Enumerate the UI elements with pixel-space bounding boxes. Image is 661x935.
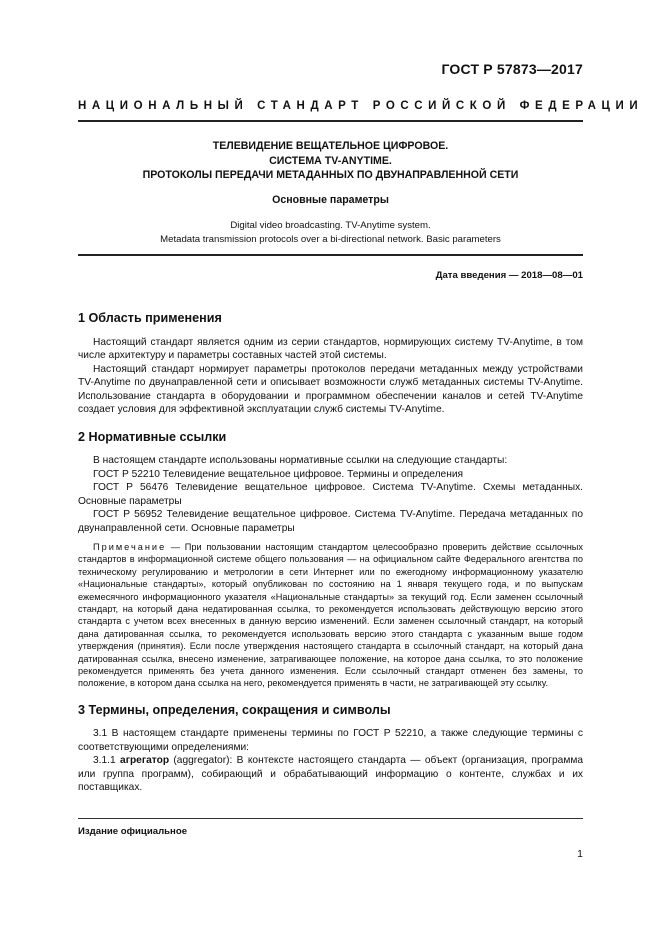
document-subtitle: Основные параметры [272, 194, 389, 206]
section-heading: 3 Термины, определения, сокращения и символы [78, 702, 391, 717]
reference-item: ГОСТ Р 52210 Телевидение вещательное цифровое. Термины и определения [93, 468, 464, 480]
document-title [78, 139, 583, 183]
reference-item: ГОСТ Р 56476 Телевидение вещательное цифровое. Система TV-Anytime. Схемы метаданных. Основные параметры [78, 482, 583, 507]
reference-item: ГОСТ Р 56952 Телевидение вещательное цифровое. Система TV-Anytime. Передача метаданных по двунаправленной сети. Основные параметры [78, 509, 583, 534]
section-heading: 2 Нормативные ссылки [78, 429, 227, 444]
document-body [78, 312, 583, 809]
paragraph: 3.1 В настоящем стандарте применены термины по ГОСТ Р 52210, а также следующие термины с соответствующими определениями: [78, 728, 583, 753]
note-label: Примечание [93, 542, 167, 552]
header-divider [78, 120, 583, 122]
term-number: 3.1.1 [93, 755, 121, 767]
note [78, 541, 583, 690]
term-text: (aggregator): В контексте настоящего стандарта — объект (организация, программа или группа программ), собирающий и обрабатывающий информацию о контенте, службах и их поставщиках. [78, 755, 583, 794]
title-line-3: ПРОТОКОЛЫ ПЕРЕДАЧИ МЕТАДАННЫХ ПО ДВУНАПРАВЛЕННОЙ СЕТИ [142, 169, 519, 181]
paragraph: В настоящем стандарте использованы нормативные ссылки на следующие стандарты: [93, 455, 508, 466]
title-divider [78, 254, 583, 256]
term-definition [78, 754, 583, 795]
national-standard-banner: НАЦИОНАЛЬНЫЙ СТАНДАРТ РОССИЙСКОЙ ФЕДЕРАЦИИ [78, 100, 644, 112]
section-heading: 1 Область применения [78, 311, 222, 325]
title-line-1: ТЕЛЕВИДЕНИЕ ВЕЩАТЕЛЬНОЕ ЦИФРОВОЕ. [212, 140, 449, 152]
term-name: агрегатор [120, 755, 170, 767]
footer-divider [78, 818, 583, 819]
section-scope [78, 312, 583, 417]
note-text: — При пользовании настоящим стандартом целесообразно проверить действие ссылочных стандартов в информационной системе общего пользования — на официальном сайте Федерального агентства по техническому регулированию и метрологии в сети Интернет или по ежегодному информационному указателю «Национальные стандарты», который опубликован по состоянию на 1 января текущего года, и по выпускам ежемесячного информационного указателя «Национальные стандарты» за текущий год. Если заменен ссылочный стандарт, на который дана недатированная ссылка, то рекомендуется использовать действующую версию этого стандарта с учетом всех внесенных в данную версию изменений. Если заменен ссылочный стандарт, на который дана датированная ссылка, то рекомендуется использовать версию этого стандарта с указанным выше годом утверждения (принятия). Если после утверждения настоящего стандарта в ссылочный стандарт, на который дана датированная ссылка, внесено изменение, затрагивающее положение, на которое дана ссылка, то это положение рекомендуется применять без учета данного изменения. Если ссылочный стандарт отменен без замены, то положение, в котором дана ссылка на него, рекомендуется применять в части, не затрагивающей эту ссылку. [78, 542, 583, 689]
introduction-date: Дата введения — 2018—08—01 [435, 270, 583, 281]
document-number: ГОСТ Р 57873—2017 [441, 61, 583, 77]
official-edition-label: Издание официальное [78, 826, 188, 837]
section-terms [78, 704, 583, 795]
english-title-line-1: Digital video broadcasting. TV-Anytime system. [230, 220, 431, 231]
title-line-2: СИСТЕМА TV-ANYTIME. [269, 154, 392, 167]
paragraph: Настоящий стандарт является одним из серии стандартов, нормирующих систему TV-Anytime, в том числе архитектуру и параметры составных частей этой системы. [78, 336, 583, 361]
section-normative-references [78, 431, 583, 690]
english-title-line-2: Metadata transmission protocols over a bi-directional network. Basic parameters [160, 233, 501, 245]
page-number: 1 [577, 848, 583, 860]
english-title [78, 219, 583, 246]
paragraph: Настоящий стандарт нормирует параметры протоколов передачи метаданных между устройствами TV-Anytime по двунаправленной сети и описывает возможности служб метаданных системы TV-Anytime. Использование стандарта в оборудовании и программном обеспечении каналов и сетей TV-Anytime создает условия для эффективной эксплуатации служб системы TV-Anytime. [78, 363, 583, 415]
